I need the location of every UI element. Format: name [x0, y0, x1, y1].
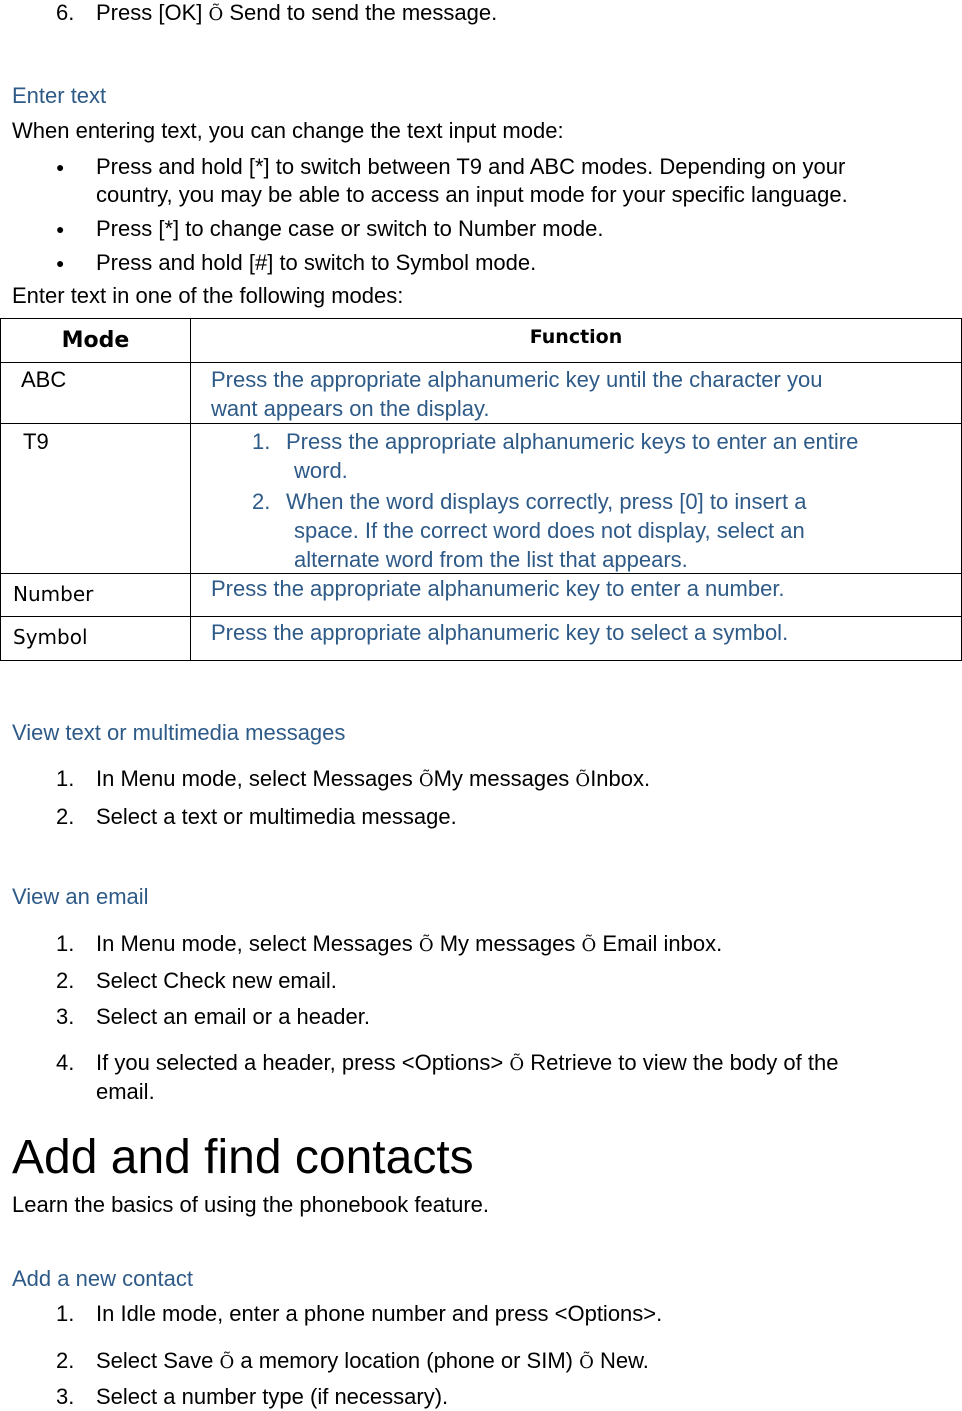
- step-text: Select Check new email.: [96, 968, 337, 993]
- list-item-text-cont: alternate word from the list that appears.: [294, 547, 688, 572]
- step-text: In Idle mode, enter a phone number and press <Options>.: [96, 1301, 663, 1326]
- list-item-text-cont: word.: [294, 458, 348, 483]
- function-cell: Press the appropriate alphanumeric key to enter a number.: [191, 574, 962, 617]
- list-item-text-cont: space. If the correct word does not display, select an: [294, 518, 805, 543]
- step-text-cont: email.: [96, 1079, 155, 1104]
- step-number: 1.: [56, 766, 75, 791]
- contacts-intro: Learn the basics of using the phonebook feature.: [12, 1192, 490, 1217]
- enter-text-intro: When entering text, you can change the text input mode:: [12, 118, 564, 143]
- list-number: 1.: [252, 429, 271, 454]
- arrow-icon: Õ: [579, 1352, 594, 1373]
- bullet-icon: ●: [56, 255, 65, 271]
- section-heading-view-email: View an email: [12, 884, 149, 909]
- bullet-text-cont: country, you may be able to access an input mode for your specific language.: [96, 182, 848, 207]
- step-text: Select an email or a header.: [96, 1004, 370, 1029]
- step-text: If you selected a header, press <Options> Õ Retrieve to view the body of the: [96, 1050, 839, 1075]
- list-number: 2.: [252, 489, 271, 514]
- function-cell: Press the appropriate alphanumeric key to select a symbol.: [191, 617, 962, 661]
- page-title: Add and find contacts: [12, 1131, 474, 1184]
- section-heading-view-messages: View text or multimedia messages: [12, 720, 346, 745]
- table-row: [1, 424, 962, 574]
- table-row: [1, 363, 962, 424]
- header-mode: Mode: [1, 319, 191, 363]
- table-row: [1, 617, 962, 661]
- arrow-icon: Õ: [575, 770, 591, 791]
- mode-cell: Symbol: [1, 617, 191, 661]
- step-text: In Menu mode, select Messages Õ My messages Õ Email inbox.: [96, 931, 723, 956]
- step-number: 3.: [56, 1004, 75, 1029]
- list-item-text: Press the appropriate alphanumeric keys to enter an entire: [286, 429, 859, 454]
- step-number: 2.: [56, 804, 75, 829]
- bullet-icon: ●: [56, 221, 65, 237]
- bullet-text: Press and hold [#] to switch to Symbol mode.: [96, 250, 537, 275]
- mode-cell: ABC: [1, 363, 191, 424]
- bullet-text: Press [*] to change case or switch to Number mode.: [96, 216, 604, 241]
- step6-text: Press [OK] Õ Send to send the message.: [96, 0, 498, 25]
- function-cell: Press the appropriate alphanumeric key until the character you want appears on the display.: [191, 363, 962, 424]
- mode-cell: T9: [1, 424, 191, 574]
- step-number: 1.: [56, 931, 75, 956]
- bullet-text: Press and hold [*] to switch between T9 and ABC modes. Depending on your: [96, 154, 846, 179]
- arrow-icon: Õ: [208, 4, 224, 25]
- step-text: Select a text or multimedia message.: [96, 804, 457, 829]
- modes-table: [0, 318, 962, 661]
- arrow-icon: Õ: [219, 1352, 235, 1373]
- section-heading-add-contact: Add a new contact: [12, 1266, 194, 1291]
- step-text: Select a number type (if necessary).: [96, 1384, 449, 1409]
- step-number: 1.: [56, 1301, 75, 1326]
- step-number: 2.: [56, 968, 75, 993]
- function-cell: [191, 424, 962, 574]
- step-number: 2.: [56, 1348, 75, 1373]
- arrow-icon: Õ: [418, 935, 434, 956]
- header-function: Function: [191, 319, 962, 363]
- step-number: 4.: [56, 1050, 75, 1075]
- section-heading-enter-text: Enter text: [12, 83, 107, 108]
- bullet-icon: ●: [56, 159, 65, 175]
- table-row: [1, 574, 962, 617]
- step-text: In Menu mode, select Messages ÕMy messages ÕInbox.: [96, 766, 651, 791]
- arrow-icon: Õ: [509, 1054, 525, 1075]
- step-number: 3.: [56, 1384, 75, 1409]
- list-item-text: When the word displays correctly, press [0] to insert a: [286, 489, 807, 514]
- mode-cell: Number: [1, 574, 191, 617]
- step-text: Select Save Õ a memory location (phone or SIM) Õ New.: [96, 1348, 649, 1373]
- arrow-icon: Õ: [581, 935, 597, 956]
- arrow-icon: Õ: [418, 770, 434, 791]
- step-number: 6.: [56, 0, 75, 25]
- modes-intro: Enter text in one of the following modes:: [12, 283, 404, 308]
- table-header-row: [1, 319, 962, 363]
